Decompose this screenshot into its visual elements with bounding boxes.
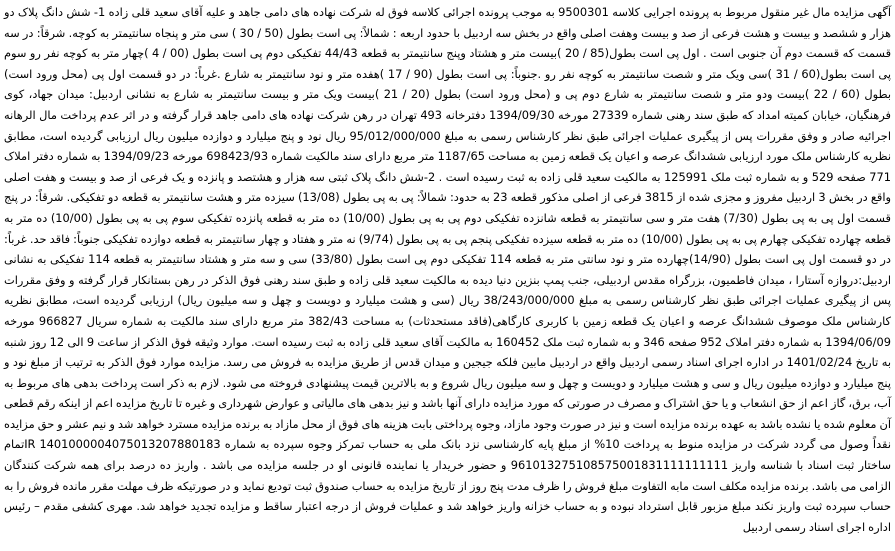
auction-notice-text: آگهی مزایده مال غیر منقول مربوط به پرونده اجرایی کلاسه 9500301 به موجب پرونده اجرائی کلاسه فوق له شرکت نهاده های دامی جاهد و علیه آقای سعید قلی زاده 1- شش دانگ پلاک دو هزار و ششصد و بیست و هشت فرعی از صد و بیست وهفت اصلی واقع در بخش سه اردبیل با حدود اربعه : شمالاً: پی است بطول (50 / 30 ) سی متر و پنجاه سانتیمتر به کوچه. شرقاً: در سه قسمت که قسمت دوم آن جنوبی است . اول پی است بطول(85 / 20 )بیست متر و هشتاد وپنج سانتیمتر به قطعه 44/43 تفکیکی دوم پی است بطول (00 / 4 )چهار متر به کوچه نفر رو سوم پی است بطول(60 / 31 )سی ویک متر و شصت سانتیمتر به کوچه نفر رو .جنوباً: پی است بطول (90 / 17 )هفده متر و نود سانتیمتر به شارع .غرباً: در دو قسمت اول پی (محل ورود است) بطول (60 / 22 )بیست ودو متر و شصت سانتیمتر به شارع دوم پی و (محل ورود است) بطول (20 / 21 )بیست ویک متر و بیست سانتیمتر به شارع به نشانی اردبیل: میدان جهاد، کوی فرهنگیان، خیابان کمیته امداد که طبق سند رهنی شماره 27339 مورخه 1394/09/30 دفترخانه 493 تهران در رهن شرکت نهاده های دامی جاهد قرار گرفته و در اثر عدم پرداخت مال الرهانه اجرائیه صادر و وفق مقررات پس از پیگیری عملیات اجرائی طبق نظر کارشناس رسمی به مبلغ 95/012/000/000 ریال نود و پنج میلیارد و دوازده میلیون ریال ارزیابی گردیده است، مطابق نظریه کارشناس ملک مورد ارزیابی ششدانگ عرصه و اعیان یک قطعه زمین به مساحت 1187/65 متر مربع دارای سند مالکیت شماره 698423/93 مورخه 1394/09/23 به شماره دفتر املاک 771 صفحه 529 و به شماره ثبت ملک 125991 به مالکیت سعید قلی زاده به ثبت رسیده است . 2-شش دانگ پلاک ثبتی سه هزار و هشتصد و پانزده و یک فرعی از صد و بیست و هفت اصلی واقع در بخش 3 اردبیل مفروز و مجزی شده از 3815 فرعی از اصلی مذکور قطعه 23 به حدود: شمالاً: پی به پی بطول (13/08) سیزده متر و هشت سانتیمتر به قطعه دو تفکیکی. شرقاً: در پنج قسمت اول پی به پی بطول (7/30) هفت متر و سی سانتیمتر به قطعه شانزده تفکیکی دوم پی به پی بطول (10/00) ده متر به قطعه پانزده تفکیکی سوم پی به پی بطول (10/00) ده متر به قطعه چهارده تفکیکی چهارم پی به پی بطول (10/00) ده متر به قطعه سیزده تفکیکی پنجم پی به پی بطول (9/74) نه متر و هفتاد و چهار سانتیمتر به قطعه دوازده تفکیکی جنوباً: فاقد حد. غرباً: در دو قسمت اول پی است بطول (14/90)چهارده متر و نود سانتی متر به قطعه 114 تفکیکی دوم پی است بطول (33/80) سی و سه متر و هشتاد سانتیمتر به قطعه 114 تفکیکی به نشانی اردبیل:دروازه آستارا ، میدان فاطمیون، بزرگراه مقدس اردبیلی، جنب پمپ بنزین دنیا دیده به مالکیت سعید قلی زاده و طبق سند رهنی فوق الذکر در رهن بستانکار قرار گرفته و وفق مقررات پس از پیگیری عملیات اجرائی طبق نظر کارشناس رسمی به مبلغ 38/243/000/000 ریال (سی و هشت میلیارد و دویست و چهل و سه میلیون ریال) ارزیابی گردیده است، مطابق نظریه کارشناس ملک موصوف ششدانگ عرصه و اعیان یک قطعه زمین با کاربری کارگاهی(فاقد مستحدثات) به مساحت 382/43 متر مربع دارای سند مالکیت به شماره سریال 966827 مورخه 1394/06/09 به شماره دفتر املاک 952 صفحه 346 و به شماره ثبت ملک 160452 به مالکیت آقای سعید قلی زاده به ثبت رسیده است. موارد وثیقه فوق الذکر از ساعت 9 الی 12 روز شنبه به تاریخ 1401/02/24 در اداره اجرای اسناد رسمی اردبیل واقع در اردبیل مابین فلکه جیجین و میدان قدس از طریق مزایده به فروش می رسد. مزایده موارد فوق الذکر به ترتیب از مبلغ نود و پنج میلیارد و دوازده میلیون ریال و سی و هشت میلیارد و دویست و چهل و سه میلیون ریال شروع و به بالاترین قیمت پیشنهادی فروخته می شود. لازم به ذکر است پرداخت بدهی های مربوط به آب، برق، گاز اعم از حق انشعاب و یا حق اشتراک و مصرف در صورتی که مورد مزایده دارای آنها باشد و نیز بدهی های مالیاتی و عوارض شهرداری و غیره تا تاریخ مزایده اعم از اینکه رقم قطعی آن معلوم شده یا نشده باشد به عهده برنده مزایده است و نیز در صورت وجود مازاد، وجوه پرداختی بابت هزینه های فوق از محل مازاد به برنده مزایده مسترد خواهد شد و نیم عشر و حق مزایده نقداً وصول می گردد شرکت در مزایده منوط به پرداخت 10% از مبلغ پایه کارشناسی نزد بانک ملی به حساب تمرکز وجوه سپرده به شماره 1401000004075013207880183 IRتمام ساختار ثبت اسناد با شناسه واریز 961013275108575001831111111111 و حضور خریدار یا نماینده قانونی او در جلسه مزایده می باشد . واریز ده درصد برای همه شرکت کنندگان الزامی می باشد. برنده مزایده مکلف است مابه التفاوت مبلغ فروش را ظرف مدت پنج روز از تاریخ مزایده به حساب صندوق ثبت تودیع نماید و در صورتیکه ظرف مهلت مقرر مانده فروش را به حساب سپرده ثبت واریز نکند مبلغ مزبور قابل استرداد نبوده و به حساب خزانه واریز خواهد شد و عملیات فروش از درجه اعتبار ساقط و مزایده تجدید خواهد شد. مهری کشفی مقدم – رئیس اداره اجرای اسناد رسمی اردبیل	[4, 5, 892, 534]
